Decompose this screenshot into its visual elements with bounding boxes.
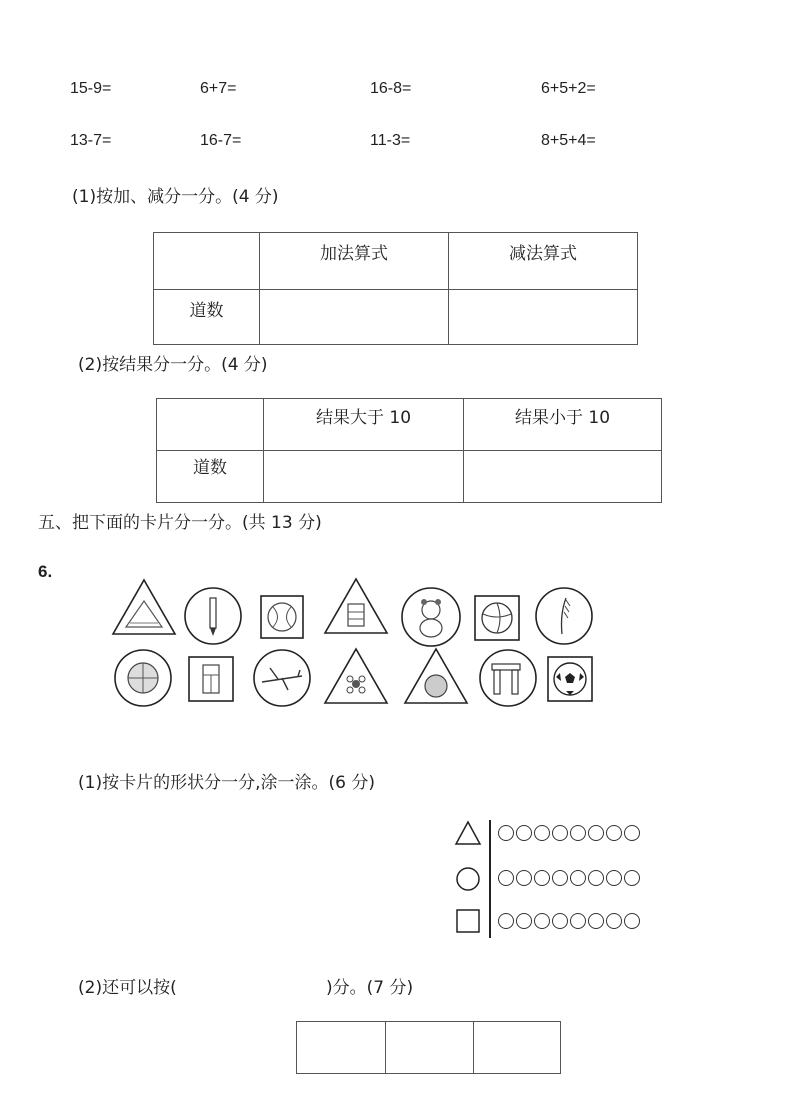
count-circle[interactable]	[498, 825, 514, 841]
count-circle[interactable]	[570, 913, 586, 929]
count-circle[interactable]	[570, 870, 586, 886]
q1-row-label: 道数	[154, 290, 260, 345]
count-circle[interactable]	[516, 913, 532, 929]
count-circle[interactable]	[552, 870, 568, 886]
toy-robot-icon	[187, 655, 235, 703]
square-icon	[454, 908, 482, 934]
q1-answer-add[interactable]	[260, 290, 449, 345]
circle-icon	[454, 866, 482, 892]
q2-table	[156, 398, 662, 503]
divider-line	[489, 820, 491, 938]
q1-table	[153, 232, 638, 345]
p2-title-end: )分。(7 分)	[326, 978, 414, 998]
teddy-bear-icon	[400, 586, 462, 648]
count-circle[interactable]	[588, 825, 604, 841]
volleyball-icon	[473, 594, 521, 642]
count-circle[interactable]	[606, 870, 622, 886]
q2-col-less: 结果小于 10	[464, 399, 662, 451]
p2-answer-blank[interactable]	[194, 972, 324, 996]
q1-header-blank	[154, 233, 260, 290]
baseball-icon	[259, 594, 305, 640]
q2-header-blank	[157, 399, 264, 451]
feather-icon	[534, 586, 594, 646]
count-circle[interactable]	[498, 870, 514, 886]
count-circle[interactable]	[588, 870, 604, 886]
count-circle[interactable]	[534, 870, 550, 886]
count-circle[interactable]	[516, 870, 532, 886]
p2-answer-table	[296, 1021, 561, 1074]
count-circle[interactable]	[606, 825, 622, 841]
flower-toy-icon	[322, 646, 390, 706]
p2-answer-cell[interactable]	[297, 1022, 386, 1074]
q2-col-greater: 结果大于 10	[264, 399, 464, 451]
equation: 6+5+2=	[541, 80, 596, 97]
count-circle[interactable]	[534, 913, 550, 929]
count-circle[interactable]	[552, 913, 568, 929]
p2-answer-cell[interactable]	[474, 1022, 561, 1074]
count-circle[interactable]	[588, 913, 604, 929]
triangle-count-circles[interactable]	[498, 825, 640, 841]
q2-answer-less[interactable]	[464, 451, 662, 503]
p2-title-start: (2)还可以按(	[78, 978, 177, 998]
q1-title: (1)按加、减分一分。(4 分)	[72, 187, 279, 207]
question-number: 6.	[38, 562, 53, 581]
count-circle[interactable]	[516, 825, 532, 841]
count-circle[interactable]	[606, 913, 622, 929]
q2-answer-greater[interactable]	[264, 451, 464, 503]
q2-title: (2)按结果分一分。(4 分)	[78, 355, 268, 375]
ball-icon	[402, 646, 470, 706]
p1-title: (1)按卡片的形状分一分,涂一涂。(6 分)	[78, 773, 375, 793]
q1-col-sub: 减法算式	[449, 233, 638, 290]
count-circle[interactable]	[624, 870, 640, 886]
soccer-ball-icon	[546, 655, 594, 703]
count-circle[interactable]	[624, 825, 640, 841]
airplane-icon	[252, 648, 312, 708]
triangle-icon	[454, 820, 482, 846]
count-circle[interactable]	[570, 825, 586, 841]
count-circle[interactable]	[624, 913, 640, 929]
p2-answer-cell[interactable]	[386, 1022, 474, 1074]
q1-col-add: 加法算式	[260, 233, 449, 290]
triangle-ruler-icon	[110, 577, 178, 637]
equation: 15-9=	[70, 80, 112, 97]
equation: 11-3=	[370, 132, 411, 149]
section-5-title: 五、把下面的卡片分一分。(共 13 分)	[38, 513, 322, 533]
equation: 16-8=	[370, 80, 412, 97]
count-circle[interactable]	[552, 825, 568, 841]
basketball-icon	[113, 648, 173, 708]
block-arch-icon	[478, 648, 538, 708]
q1-answer-sub[interactable]	[449, 290, 638, 345]
equation: 16-7=	[200, 132, 242, 149]
square-count-circles[interactable]	[498, 913, 640, 929]
q2-row-label: 道数	[157, 451, 264, 503]
pencil-icon	[183, 586, 243, 646]
cube-blocks-icon	[322, 576, 390, 636]
count-circle[interactable]	[534, 825, 550, 841]
equation: 13-7=	[70, 132, 112, 149]
count-circle[interactable]	[498, 913, 514, 929]
circle-count-circles[interactable]	[498, 870, 640, 886]
equation: 6+7=	[200, 80, 237, 97]
equation: 8+5+4=	[541, 132, 596, 149]
